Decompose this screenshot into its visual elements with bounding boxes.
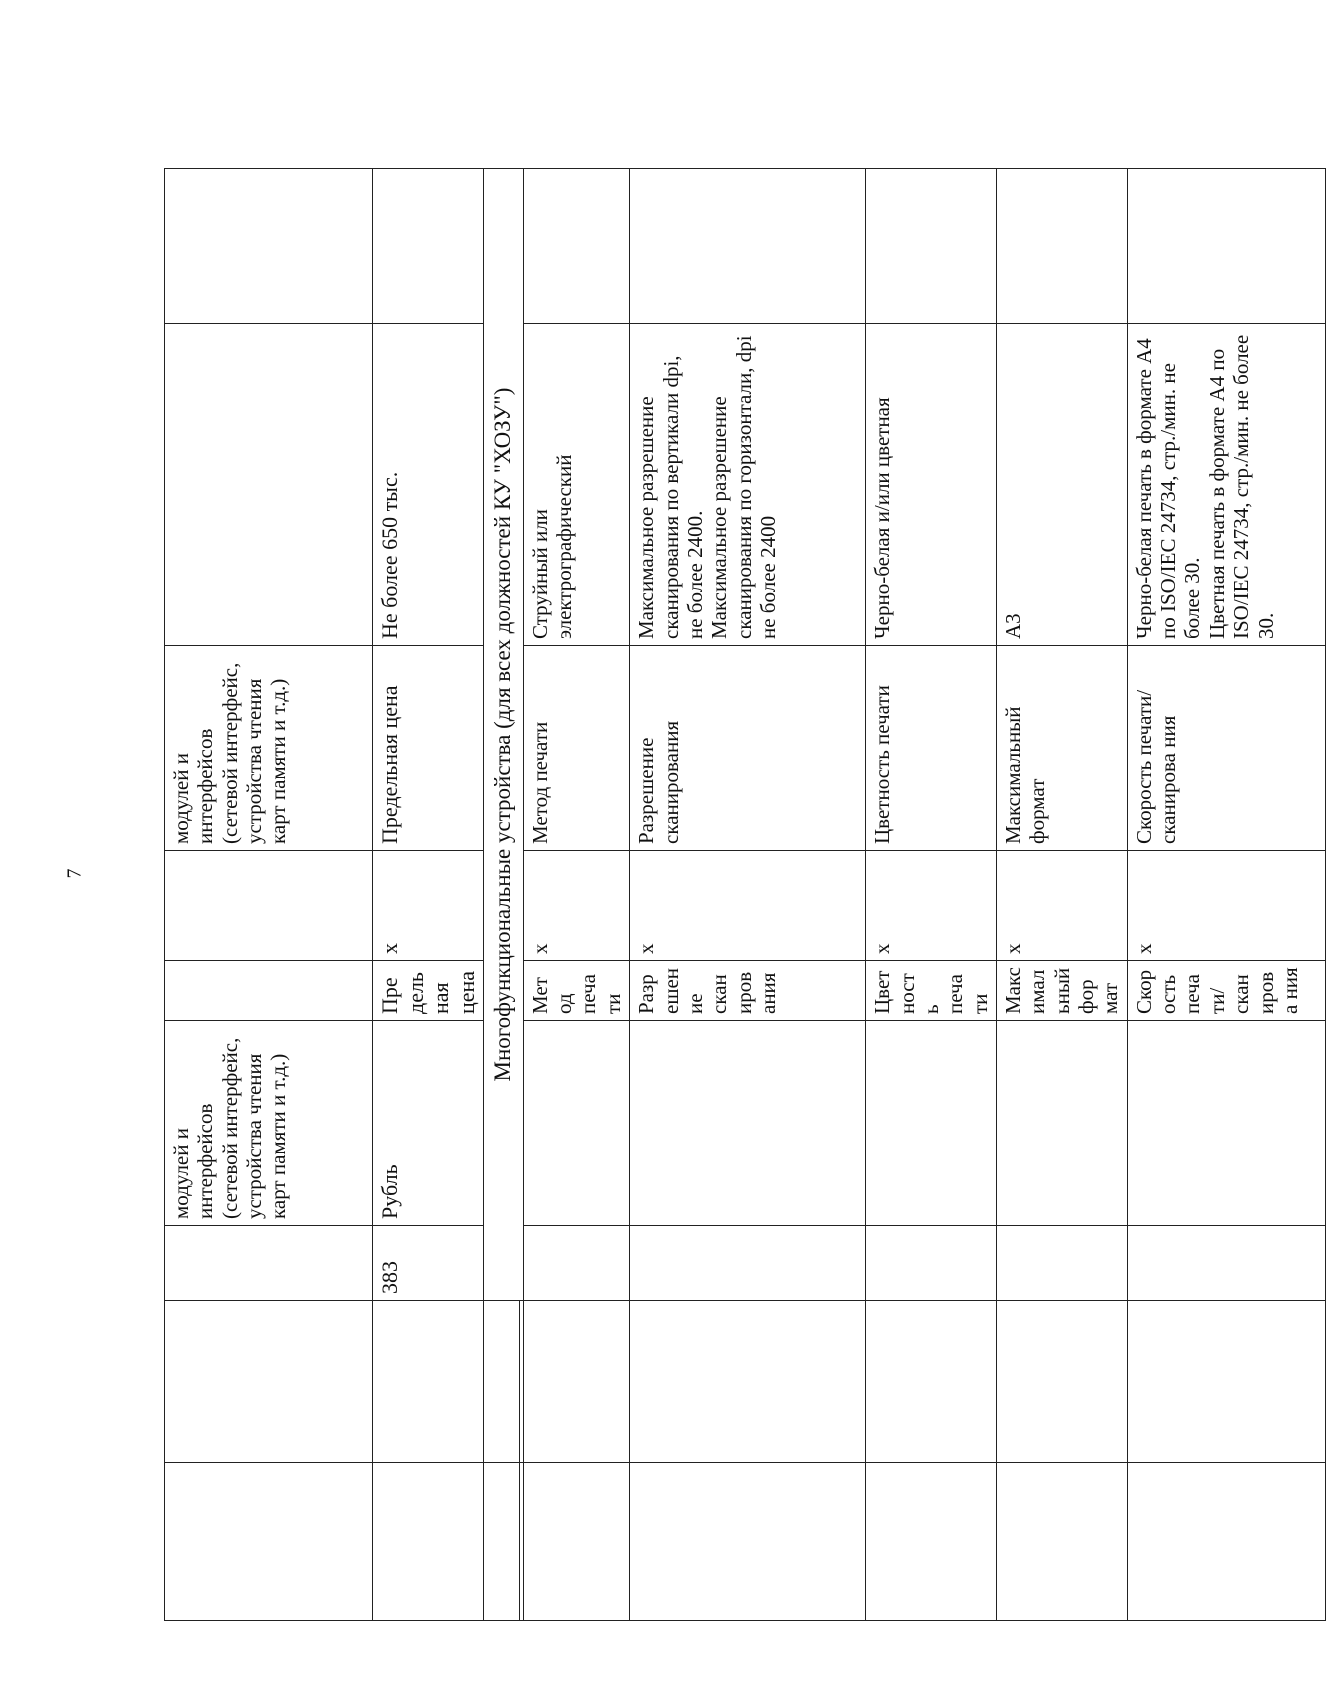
cell-name: Метод печати (523, 646, 629, 851)
rotated-page-content (164, 169, 1302, 1621)
cell-name: Предельная цена (373, 961, 484, 1021)
characteristics-table (164, 168, 1326, 1621)
table-row (996, 169, 1127, 1621)
table-row (523, 169, 629, 1621)
cell-empty (1127, 1301, 1325, 1463)
cell-empty (523, 1021, 629, 1226)
table-row (484, 169, 520, 1621)
cell-empty (996, 1226, 1127, 1301)
cell-empty (165, 324, 373, 646)
cell-name: Скорость печати/сканирова ния (1127, 961, 1325, 1021)
table-row (630, 169, 866, 1621)
cell-name: Предельная цена (373, 646, 484, 851)
cell-empty (165, 1226, 373, 1301)
cell-empty (1127, 1463, 1325, 1621)
cell-text: модулей и интерфейсов (сетевой интерфейс, устройства чтения карт памяти и т.д.) (165, 1021, 373, 1226)
page-number: 7 (63, 868, 86, 879)
value-line: Максимальное разрешение сканирования по горизонтали, dpi не более 2400 (707, 335, 780, 639)
cell-name: Скорость печати/сканирова ния (1127, 646, 1325, 851)
cell-unit: Рубль (373, 1021, 484, 1226)
cell-value: Не более 650 тыс. (373, 324, 484, 646)
cell-empty (996, 1301, 1127, 1463)
cell-text: модулей и интерфейсов (сетевой интерфейс, устройства чтения карт памяти и т.д.) (165, 646, 373, 851)
cell-empty (866, 1021, 997, 1226)
cell-mark: x (373, 851, 484, 961)
cell-empty (866, 169, 997, 324)
cell-name: Цветность печати (866, 961, 997, 1021)
cell-empty (373, 1463, 484, 1621)
cell-empty (866, 1301, 997, 1463)
table-row (373, 169, 484, 1621)
cell-mark: x (630, 851, 866, 961)
cell-code: 383 (373, 1226, 484, 1301)
section-title: Многофункциональные устройства (для всех должностей КУ "ХОЗУ") (484, 169, 524, 1301)
cell-value (1127, 324, 1325, 646)
cell-empty (630, 1021, 866, 1226)
value-line: Цветная печать в формате А4 по ISO/IEC 24734, стр./мин. не более 30. (1204, 334, 1278, 639)
cell-value (630, 324, 866, 646)
cell-value: Черно-белая и/или цветная (866, 324, 997, 646)
cell-empty (523, 1301, 629, 1463)
cell-value: Струйный или электрографический (523, 324, 629, 646)
cell-empty (1127, 1021, 1325, 1226)
cell-empty (996, 169, 1127, 324)
cell-name: Метод печати (523, 961, 629, 1021)
cell-name: Максимальный формат (996, 646, 1127, 851)
cell-empty (523, 1226, 629, 1301)
cell-empty (484, 1463, 520, 1621)
value-line: Максимальное разрешение сканирования по вертикали dpi, не более 2400. (634, 355, 707, 639)
cell-name: Разрешение сканирования (630, 961, 866, 1021)
cell-empty (630, 1301, 866, 1463)
table-row (866, 169, 997, 1621)
cell-empty (373, 169, 484, 324)
cell-empty (484, 1301, 520, 1463)
cell-empty (523, 1463, 629, 1621)
cell-empty (866, 1463, 997, 1621)
cell-empty (996, 1463, 1127, 1621)
cell-empty (165, 851, 373, 961)
cell-empty (165, 169, 373, 324)
value-line: Черно-белая печать в формате А4 по ISO/IEC 24734, стр./мин. не более 30. (1131, 338, 1205, 639)
cell-empty (630, 169, 866, 324)
cell-name: Цветность печати (866, 646, 997, 851)
cell-empty (165, 1301, 373, 1463)
cell-empty (1127, 169, 1325, 324)
cell-empty (630, 1226, 866, 1301)
cell-empty (165, 961, 373, 1021)
cell-mark: x (523, 851, 629, 961)
cell-empty (1127, 1226, 1325, 1301)
cell-empty (165, 1463, 373, 1621)
cell-mark: x (1127, 851, 1325, 961)
cell-empty (630, 1463, 866, 1621)
cell-empty (996, 1021, 1127, 1226)
cell-name: Максимальный формат (996, 961, 1127, 1021)
table-row (165, 169, 373, 1621)
cell-empty (373, 1301, 484, 1463)
cell-value: А3 (996, 324, 1127, 646)
cell-empty (523, 169, 629, 324)
cell-name: Разрешение сканирования (630, 646, 866, 851)
table-row (1127, 169, 1325, 1621)
cell-mark: x (996, 851, 1127, 961)
cell-empty (866, 1226, 997, 1301)
cell-mark: x (866, 851, 997, 961)
